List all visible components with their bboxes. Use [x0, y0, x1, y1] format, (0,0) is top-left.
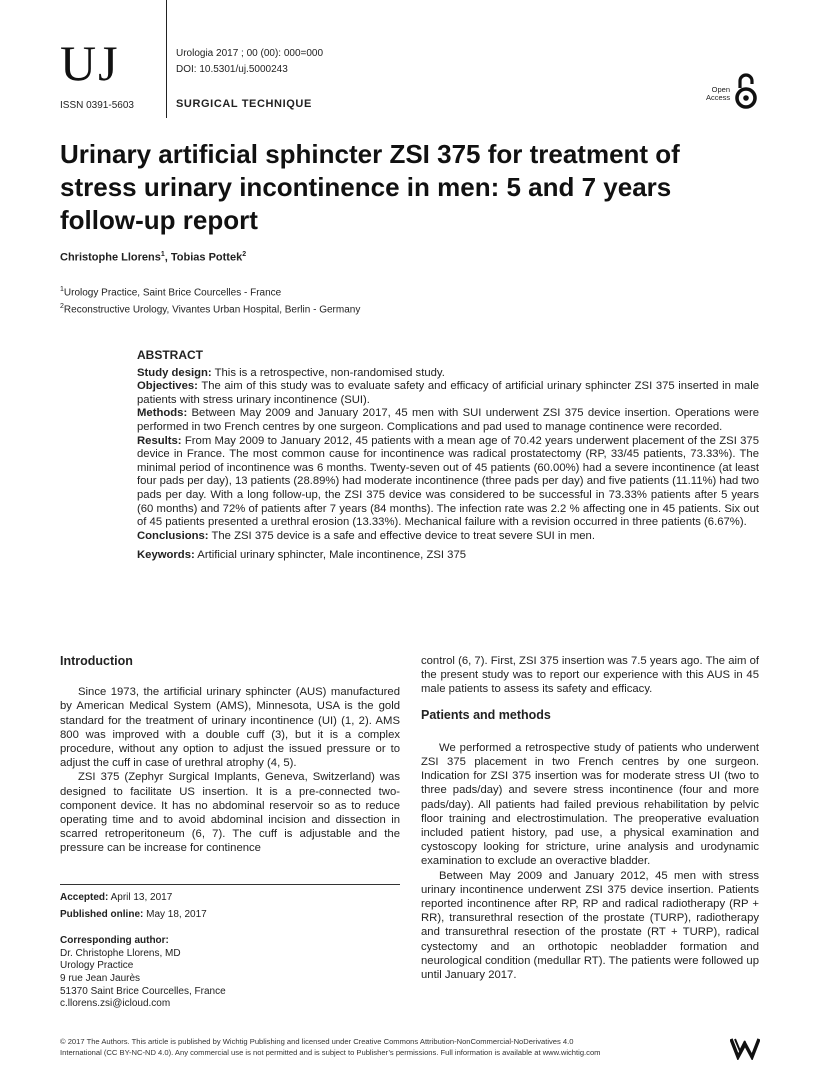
abstract-label: Conclusions: [137, 529, 209, 542]
affiliation [60, 283, 360, 300]
article-title: Urinary artificial sphincter ZSI 375 for treatment of stress urinary incontinence in men: 5 and 7 years follow-up report [60, 139, 680, 235]
abstract [137, 349, 759, 563]
section-label: SURGICAL TECHNIQUE [176, 98, 312, 110]
open-access-line1: Open [711, 85, 730, 94]
abstract-label: Study design: [137, 366, 212, 379]
body-paragraph: We performed a retrospective study of patients who underwent ZSI 375 placement in two French centres by one surgeon. Indication for ZSI 375 insertion was for moderate stress UI (two to three pads/day) and severe stress incontinence (four and more pads/day). All patients had failed previous rehabilitation by pelvic floor training and electrostimulation. The preoperative evaluation included patient history, pad use, a physical examination and cystoscopy looking for stricture, urine analysis and urodynamic examination to exclude an overactive bladder. [421, 741, 759, 868]
affiliation-mark: 2 [60, 303, 64, 311]
article-meta [60, 892, 400, 1011]
open-access-text [706, 86, 730, 102]
open-access-lock-icon [734, 72, 758, 110]
doi[interactable]: DOI: 10.5301/uj.5000243 [176, 64, 288, 75]
issn: ISSN 0391-5603 [60, 100, 134, 111]
author-list [60, 251, 246, 264]
journal-citation: Urologia 2017 ; 00 (00): 000=000 [176, 48, 324, 59]
meta-label: Accepted: [60, 892, 109, 903]
meta-label: Published online: [60, 908, 144, 920]
open-access-line2: Access [706, 93, 731, 102]
affiliation-text: Reconstructive Urology, Vivantes Urban Hospital, Berlin - Germany [63, 304, 361, 316]
open-access-badge [706, 72, 764, 112]
header-divider [166, 0, 167, 118]
abstract-text: This is a retrospective, non-randomised study. [211, 366, 445, 379]
affiliations [60, 283, 360, 318]
corr-org: Urology Practice [60, 960, 134, 972]
abstract-conclusions [137, 530, 759, 544]
affiliation [60, 300, 360, 317]
corr-city: 51370 Saint Brice Courcelles, France [60, 985, 226, 997]
meta-value: May 18, 2017 [143, 908, 207, 920]
publisher-logo-icon [730, 1036, 760, 1060]
accepted-date [60, 892, 400, 905]
copyright-notice [60, 1036, 710, 1058]
meta-value: April 13, 2017 [108, 892, 173, 903]
author-name: Tobias Pottek [170, 251, 243, 264]
footnote-divider [60, 884, 400, 885]
abstract-text: Artificial urinary sphincter, Male incontinence, ZSI 375 [194, 549, 467, 562]
author-name: Christophe Llorens [60, 251, 161, 264]
body-paragraph: Between May 2009 and January 2012, 45 men with stress urinary incontinence underwent ZSI 375 device insertion. Patients reported incontinence after RP, RP and radical radiotherapy (RP + RR), transurethral resection of the prostate (TURP), radiotherapy and transurethral resection of the prostate (RT + TURP), radical cystectomy and an orthotopic neobladder formation and neurological condition (medullar RT). The patients were followed up until January 2017. [421, 869, 759, 982]
abstract-text: Between May 2009 and January 2017, 45 men with SUI underwent ZSI 375 device insertion. Operations were performed in two French centres by one surgeon. Complications and pad used to manage continence were recorded. [137, 407, 759, 433]
abstract-label: Methods: [137, 407, 188, 420]
meta-label: Corresponding author: [60, 935, 169, 947]
abstract-study-design [137, 367, 759, 381]
body-column-left [60, 654, 400, 856]
affiliation-text: Urology Practice, Saint Brice Courcelles - France [63, 287, 282, 299]
affiliation-mark: 1 [60, 286, 64, 293]
abstract-heading: ABSTRACT [137, 348, 203, 362]
abstract-label: Keywords: [137, 549, 195, 562]
abstract-text: From May 2009 to January 2012, 45 patients with a mean age of 70.42 years underwent placement of the ZSI 375 device in France. The most common cause for incontinence was radical prostatectomy (RP, 33/45 patients, 73.33%). The minimal period of incontinence was 6 months. Twenty-seven out of 45 patients (60.00%) had a severe incontinence (at least four pads per day), 13 patients (28.89%) had moderate incontinence (three pads per day) and five patients (11.11%) had two pads per day. With a long follow-up, the ZSI 375 device was considered to be successful in 73.33% patients after 5 years (60 months) and 72% of patients after 7 years (84 months). The infection rate was 2.2 % affecting one in 45 patients. Six out of 45 patients presented a urethral erosion (13.33%). Mechanical failure with a revision occurred in three patients (6.67%). [137, 434, 759, 529]
body-paragraph: ZSI 375 (Zephyr Surgical Implants, Geneva, Switzerland) was designed to facilitate US insertion. It is a pre-connected two-component device. It has no abdominal reservoir so as to reduce operating time and to avoid abdominal incision and dissection in scarred retroperitoneum (6, 7). The cuff is adjustable and the pressure can be increase for continence [60, 771, 400, 855]
corr-name: Dr. Christophe Llorens, MD [60, 947, 181, 959]
abstract-keywords [137, 549, 759, 563]
copyright-line: International (CC BY-NC-ND 4.0). Any commercial use is not permitted and is subject to Publisher’s permissions. Full information is available at www.wichtig.com [60, 1048, 601, 1057]
journal-info [176, 46, 323, 78]
author-affiliation-mark: 1 [160, 251, 165, 258]
author-affiliation-mark: 2 [242, 251, 247, 258]
section-heading-patients-methods: Patients and methods [421, 707, 551, 722]
abstract-results [137, 435, 759, 530]
body-column-right [421, 654, 759, 982]
body-paragraph-continued: control (6, 7). First, ZSI 375 insertion was 7.5 years ago. The aim of the present study was to report our experience with this AUS in 45 male patients to assess its safety and efficacy. [421, 655, 759, 696]
abstract-label: Objectives: [137, 380, 198, 393]
abstract-text: The ZSI 375 device is a safe and effective device to treat severe SUI in men. [208, 529, 595, 542]
published-date [60, 909, 400, 922]
author-separator: , [164, 251, 171, 264]
journal-logo: UJ [60, 35, 120, 91]
abstract-methods [137, 407, 759, 434]
copyright-line: © 2017 The Authors. This article is published by Wichtig Publishing and licensed under Creative Commons Attribution-NonCommercial-NoDerivatives 4.0 [60, 1037, 574, 1046]
corr-email-link[interactable]: c.llorens.zsi@icloud.com [60, 998, 171, 1010]
abstract-label: Results: [137, 434, 182, 447]
corresponding-author [60, 935, 400, 1011]
section-heading-introduction: Introduction [60, 654, 133, 668]
abstract-objectives [137, 380, 759, 407]
abstract-text: The aim of this study was to evaluate safety and efficacy of artificial urinary sphincter ZSI 375 inserted in male patients with stress urinary incontinence (SUI). [137, 380, 759, 406]
corr-street: 9 rue Jean Jaurès [60, 972, 141, 984]
body-paragraph: Since 1973, the artificial urinary sphincter (AUS) manufactured by American Medical System (AMS), Minnesota, USA is the gold standard for the treatment of urinary incontinence (UI) (1, 2). AMS 800 was improved with a double cuff (3), but it is a complex procedure, without any option to adjust the issued pressure or to adjust the cuff in case of urethral atrophy (4, 5). [60, 686, 400, 770]
